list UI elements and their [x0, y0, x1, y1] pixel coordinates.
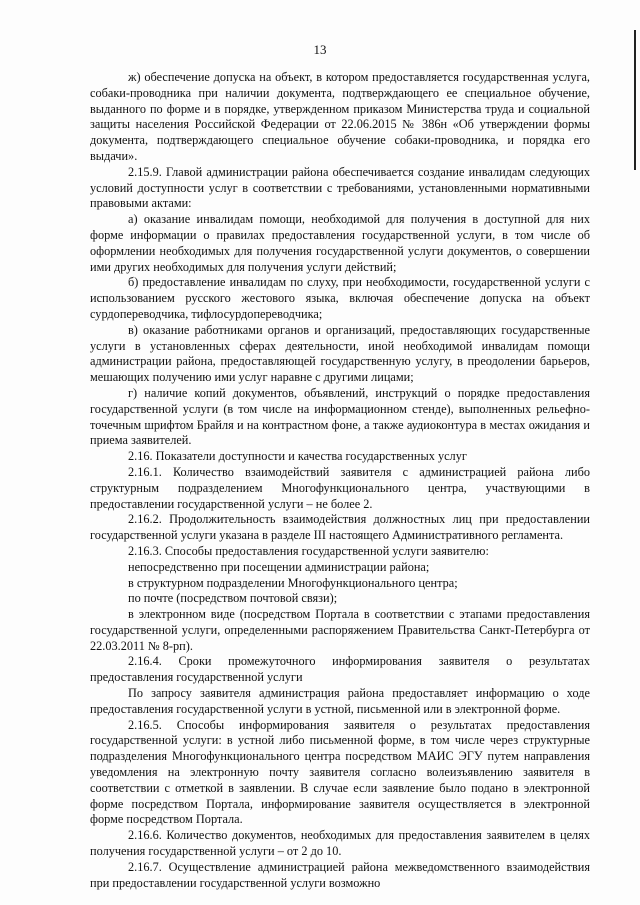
- paragraph: г) наличие копий документов, объявлений, инструкций о порядке предоставления государственной услуги (в том числе на информационном стенде), выполненных рельефно-точечным шрифтом Брайля и на контрастном фоне, а также аудиоконтура в местах ожидания и приема заявителей.: [90, 385, 590, 448]
- paragraph: 2.16.6. Количество документов, необходимых для предоставления заявителем в целях получения государственной услуги – от 2 до 10.: [90, 828, 590, 859]
- list-item: в структурном подразделении Многофункционального центра;: [128, 575, 458, 590]
- paragraph: 2.16.1. Количество взаимодействий заявителя с администрацией района либо структурным подразделением Многофункционального центра, участвующими в предоставлении государственной услуги – не более 2.: [90, 464, 590, 511]
- paragraph: По запросу заявителя администрация района предоставляет информацию о ходе предоставления государственной услуги в устной, письменной или в электронной форме.: [90, 686, 590, 716]
- paragraph: а) оказание инвалидам помощи, необходимой для получения в доступной для них форме информации о правилах предоставления государственной услуги, в том числе об оформлении необходимых для получения государственной услуги документов, о совершении ими других необходимых для получения услуги действий;: [90, 212, 590, 274]
- paragraph: 2.16.5. Способы информирования заявителя о результатах предоставления государственной услуги: в устной либо письменной форме, в том числе через структурные подразделения Многофункционального центра посредством МАИС ЭГУ путем направления уведомления на электронную почту заявителя согласно волеизъявлению заявителя в соответствии с отметкой в заявлении. В случае если заявление было подано в электронной форме посредством Портала, информирование заявителя осуществляется в электронной форме посредством Портала.: [90, 717, 590, 827]
- paragraph: в) оказание работниками органов и организаций, предоставляющих государственные услуги в установленных сферах деятельности, иной необходимой инвалидам помощи администрации района, предоставляющей государственную услугу, в преодолении барьеров, мешающих получению ими услуг наравне с другими лицами;: [90, 322, 590, 385]
- paragraph: ж) обеспечение допуска на объект, в котором предоставляется государственная услуга, собаки-проводника при наличии документа, подтверждающего ее специальное обучение, выданного по форме и в порядке, утвержденном приказом Министерства труда и социальной защиты населения Российской Федерации от 22.06.2015 № 386н «Об утверждении формы документа, подтверждающего специальное обучение собаки-проводника, и порядка его выдачи».: [90, 70, 590, 163]
- page-number: 13: [313, 42, 327, 57]
- paragraph: 2.15.9. Главой администрации района обеспечивается создание инвалидам следующих условий доступности услуг в соответствии с требованиями, установленными нормативными правовыми актами:: [90, 164, 590, 211]
- section-heading: 2.16. Показатели доступности и качества государственных услуг: [128, 449, 467, 464]
- list-item: по почте (посредством почтовой связи);: [128, 591, 338, 606]
- paragraph: б) предоставление инвалидам по слуху, при необходимости, государственной услуги с использованием русского жестового языка, включая обеспечение допуска на объект сурдопереводчика, тифлосурдопереводчика;: [90, 275, 590, 321]
- list-item: непосредственно при посещении администрации района;: [128, 559, 430, 574]
- paragraph: 2.16.7. Осуществление администрацией района межведомственного взаимодействия при предоставлении государственной услуги возможно: [90, 859, 590, 890]
- list-item: в электронном виде (посредством Портала в соответствии с этапами предоставления государственной услуги, определенными распоряжением Правительства Санкт-Петербурга от 22.03.2011 № 8-рп).: [90, 607, 590, 653]
- document-body: [90, 70, 590, 891]
- paragraph: 2.16.2. Продолжительность взаимодействия должностных лиц при предоставлении государственной услуги указана в разделе III настоящего Административного регламента.: [90, 512, 590, 543]
- paragraph: 2.16.4. Сроки промежуточного информирования заявителя о результатах предоставления государственной услуги: [90, 654, 590, 685]
- paragraph: 2.16.3. Способы предоставления государственной услуги заявителю:: [128, 543, 489, 558]
